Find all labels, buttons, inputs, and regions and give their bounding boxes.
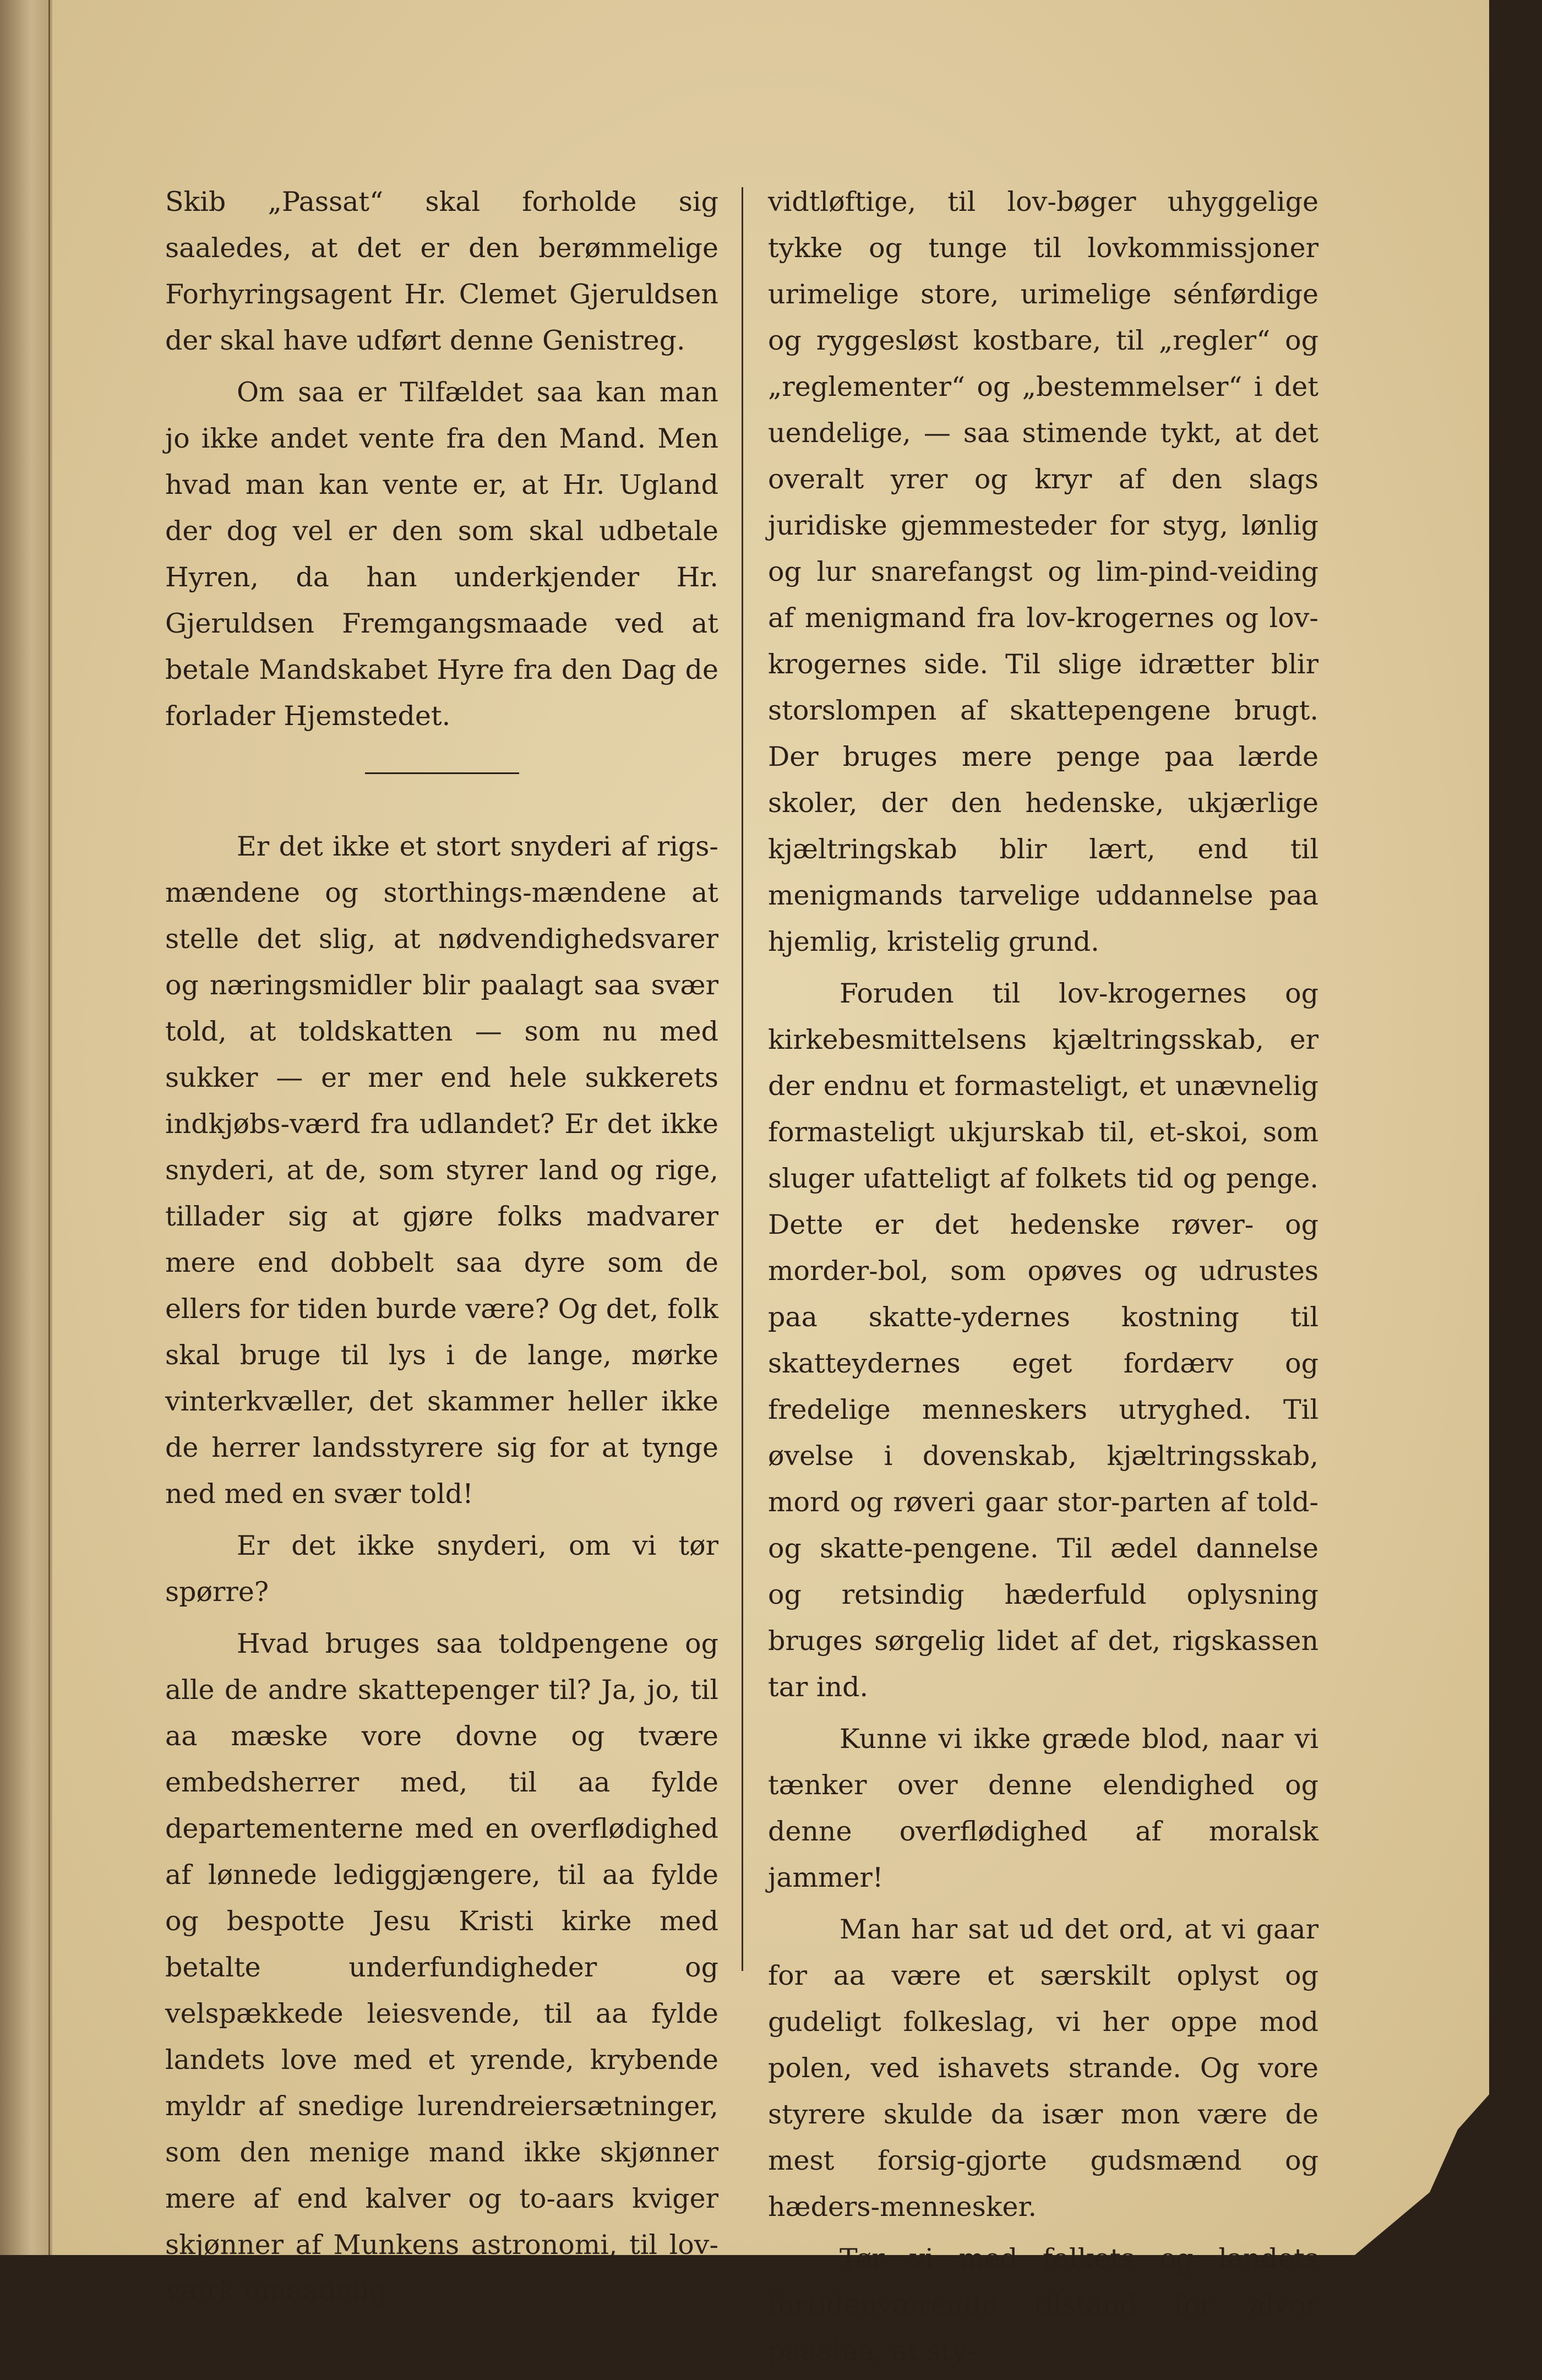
- left-paragraph-2: Om saa er Tilfældet saa kan man jo ikke andet vente fra den Mand. Men hvad man kan vente er, at Hr. Ugland der dog vel er den som skal udbetale Hyren, da han underkjender Hr. Gjeruldsen Fremgangsmaade ved at betale Mandskabet Hyre fra den Dag de forlader Hjemstedet.: [165, 377, 718, 732]
- right-column: [768, 179, 1318, 2380]
- right-paragraph-2: Foruden til lov-krogernes og kirkebesmittelsens kjæltringsskab, er der endnu et formasteligt, et unævnelig formasteligt ukjurskab til, et-skoi, som sluger ufatteligt af folkets tid og penge. Dette er det hedenske røver- og morder-bol, som opøves og udrustes paa skatte-ydernes kostning til skatteydernes eget fordærv og fredelige menneskers utryghed. Til øvelse i dovenskab, kjæltringsskab, mord og røveri gaar stor-parten af told- og skatte-pengene. Til ædel dannelse og retsindig hæderfuld oplysning bruges sørgelig lidet af det, rigskassen tar ind.: [768, 978, 1318, 1703]
- right-paragraph-4: Man har sat ud det ord, at vi gaar for aa være et særskilt oplyst og gudeligt folkeslag, vi her oppe mod polen, ved ishavets strande. Og vore styrere skulde da især mon være de mest forsig-gjorte gudsmænd og hæders-mennesker.: [768, 1914, 1318, 2223]
- left-paragraph-5: Hvad bruges saa toldpengene og alle de andre skattepenger til? Ja, jo, til aa mæske vore dovne og tvære embedsherrer med, til aa fylde departementerne med en overflødighed af lønnede lediggjængere, til aa fylde og bespotte Jesu Kristi kirke med betalte underfundigheder og velspækkede leiesvende, til aa fylde landets love med et yrende, krybende myldr af snedige lurendreiersætninger, som den menige mand ikke skjønner mere af end kalver og to-aars kviger skjønner af Munkens astronomi, til lov-værk umaadelig: [165, 1628, 718, 2307]
- left-column: [165, 179, 718, 2320]
- section-separator: [365, 772, 519, 774]
- right-paragraph-3: Kunne vi ikke græde blod, naar vi tænker over denne elendighed og denne overflødighed af moralsk jammer!: [768, 1723, 1318, 1893]
- left-paragraph-4: Er det ikke snyderi, om vi tør spørre?: [165, 1530, 718, 1608]
- left-paragraph-3: Er det ikke et stort snyderi af rigs-mændene og storthings-mændene at stelle det slig, at nødvendighedsvarer og næringsmidler blir paalagt saa svær told, at toldskatten — som nu med sukker — er mer end hele sukkerets indkjøbs-værd fra udlandet? Er det ikke snyderi, at de, som styrer land og rige, tillader sig at gjøre folks madvarer mere end dobbelt saa dyre som de ellers for tiden burde være? Og det, folk skal bruge til lys i de lange, mørke vinterkvæller, det skammer heller ikke de herrer landsstyrere sig for at tynge ned med en svær told!: [165, 831, 718, 1510]
- right-paragraph-5: Tør vi med folkets og landets fortidenværende tilstand for alvor paastaa, at sty-: [768, 2243, 1318, 2367]
- book-spine: [0, 0, 52, 2255]
- column-divider: [742, 187, 743, 1971]
- right-paragraph-1: vidtløftige, til lov-bøger uhyggelige tykke og tunge til lovkommissjoner urimelige store, urimelige sénførdige og ryggesløst kostbare, til „regler“ og „reglementer“ og „bestemmelser“ i det uendelige, — saa stimende tykt, at det overalt yrer og kryr af den slags juridiske gjemmesteder for styg, lønlig og lur snarefangst og lim-pind-veiding af menigmand fra lov-krogernes og lov-krogernes side. Til slige idrætter blir storslompen af skattepengene brugt. Der bruges mere penge paa lærde skoler, der den hedenske, ukjærlige kjæltringskab blir lært, end til menigmands tarvelige uddannelse paa hjemlig, kristelig grund.: [768, 186, 1318, 957]
- spine-edge: [48, 0, 50, 2255]
- left-paragraph-1: Skib „Passat“ skal forholde sig saaledes, at det er den berømmelige Forhyringsagent Hr. Clemet Gjeruldsen der skal have udført denne Genistreg.: [165, 186, 718, 356]
